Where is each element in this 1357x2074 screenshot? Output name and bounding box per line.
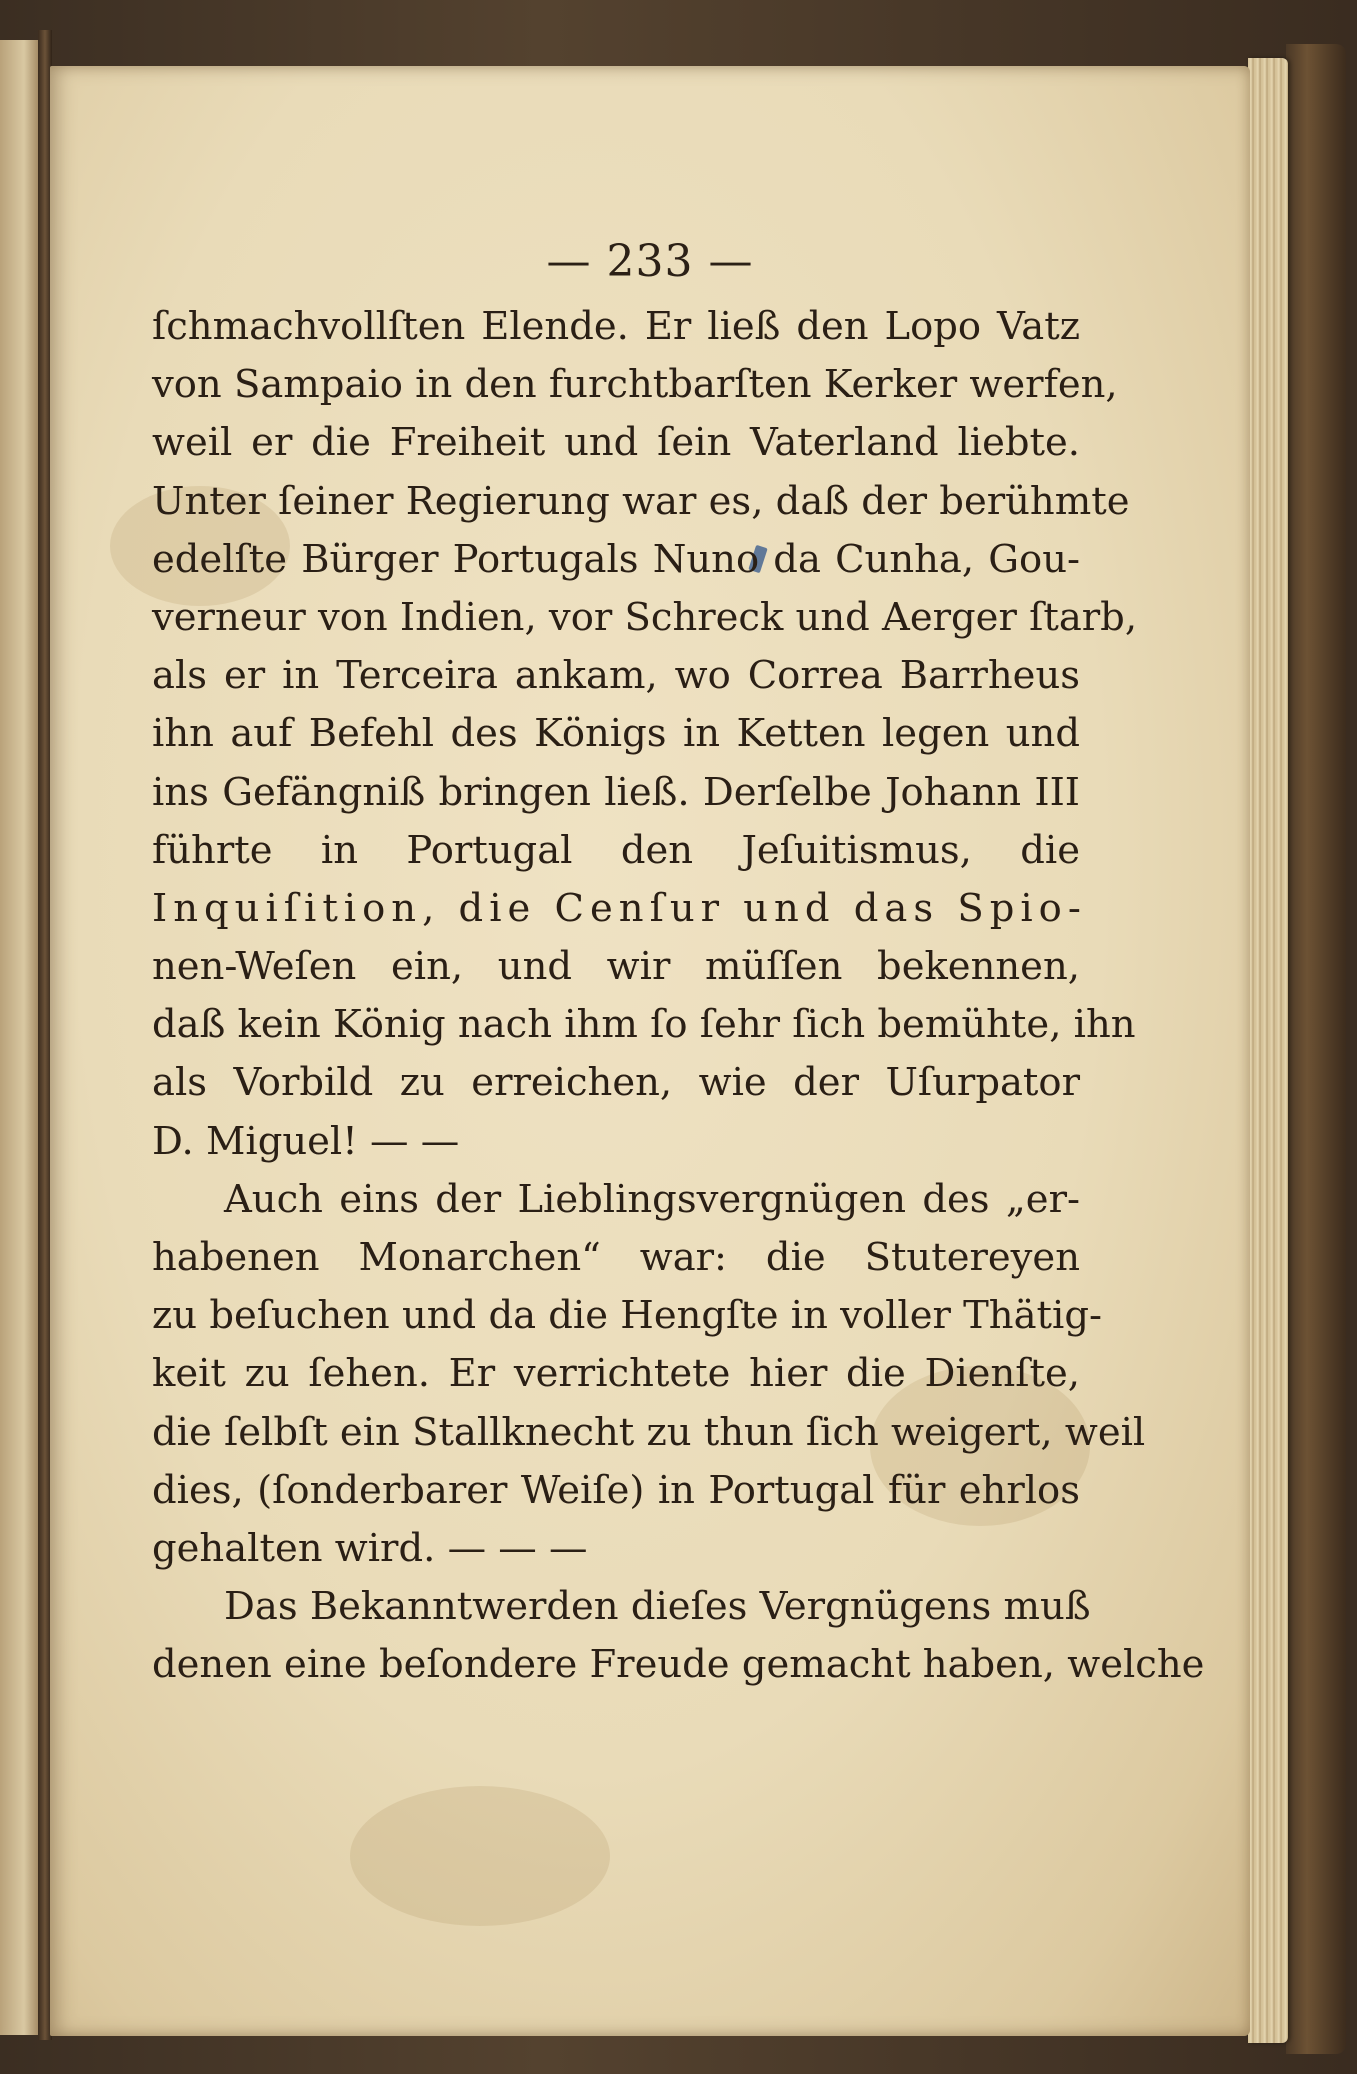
book-cover-edge	[1286, 44, 1346, 2054]
text-line: weil er die Freiheit und ſein Vaterland liebte.	[152, 420, 1080, 466]
text-line: ins Gefängniß bringen ließ. Derſelbe Johann III	[152, 769, 1080, 815]
text-line: Das Bekanntwerden dieſes Vergnügens muß	[224, 1584, 1091, 1630]
text-line: ſchmachvollſten Elende. Er ließ den Lopo Vatz	[152, 304, 1080, 349]
page-block-edges	[1248, 58, 1288, 2043]
text-line: Unter ſeiner Regierung war es, daß der berühmte	[152, 478, 1130, 524]
text-line: zu beſuchen und da die Hengſte in voller Thätig-	[152, 1293, 1102, 1339]
text-line: Auch eins der Lieblingsvergnügen des „er-	[224, 1176, 1080, 1222]
paper-stain	[350, 1786, 610, 1926]
text-line: ihn auf Befehl des Königs in Ketten legen und	[152, 711, 1080, 757]
text-line: denen eine beſondere Freude gemacht haben, welche	[152, 1642, 1205, 1688]
text-line: nen-Weſen ein, und wir müſſen bekennen,	[152, 944, 1080, 990]
text-line: daß kein König nach ihm ſo ſehr ſich bemühte, ihn	[152, 1002, 1136, 1048]
text-line: von Sampaio in den furchtbarſten Kerker werfen,	[152, 362, 1118, 408]
text-line: keit zu ſehen. Er verrichtete hier die Dienſte,	[152, 1351, 1080, 1397]
page-number: — 233 —	[546, 236, 754, 287]
text-line: führte in Portugal den Jeſuitismus, die	[152, 827, 1080, 873]
text-line: gehalten wird. — — —	[152, 1525, 588, 1571]
text-line: als er in Terceira ankam, wo Correa Barrheus	[152, 653, 1080, 699]
text-line: als Vorbild zu erreichen, wie der Uſurpator	[152, 1060, 1080, 1106]
text-line: dies, (ſonderbarer Weiſe) in Portugal für ehrlos	[152, 1467, 1080, 1513]
text-line: die ſelbſt ein Stallknecht zu thun ſich weigert, weil	[152, 1409, 1146, 1455]
text-line: Inquiſition, die Cenſur und das Spio-	[152, 885, 1087, 931]
text-line: edelſte Bürger Portugals Nuno da Cunha, Gou-	[152, 536, 1080, 582]
book-page	[50, 66, 1250, 2036]
text-line: verneur von Indien, vor Schreck und Aerger ſtarb,	[152, 594, 1138, 640]
text-line: habenen Monarchen“ war: die Stutereyen	[152, 1235, 1080, 1280]
text-line: D. Miguel! — —	[152, 1118, 460, 1164]
body-text	[152, 298, 1205, 1695]
facing-page-edge	[0, 40, 42, 2035]
